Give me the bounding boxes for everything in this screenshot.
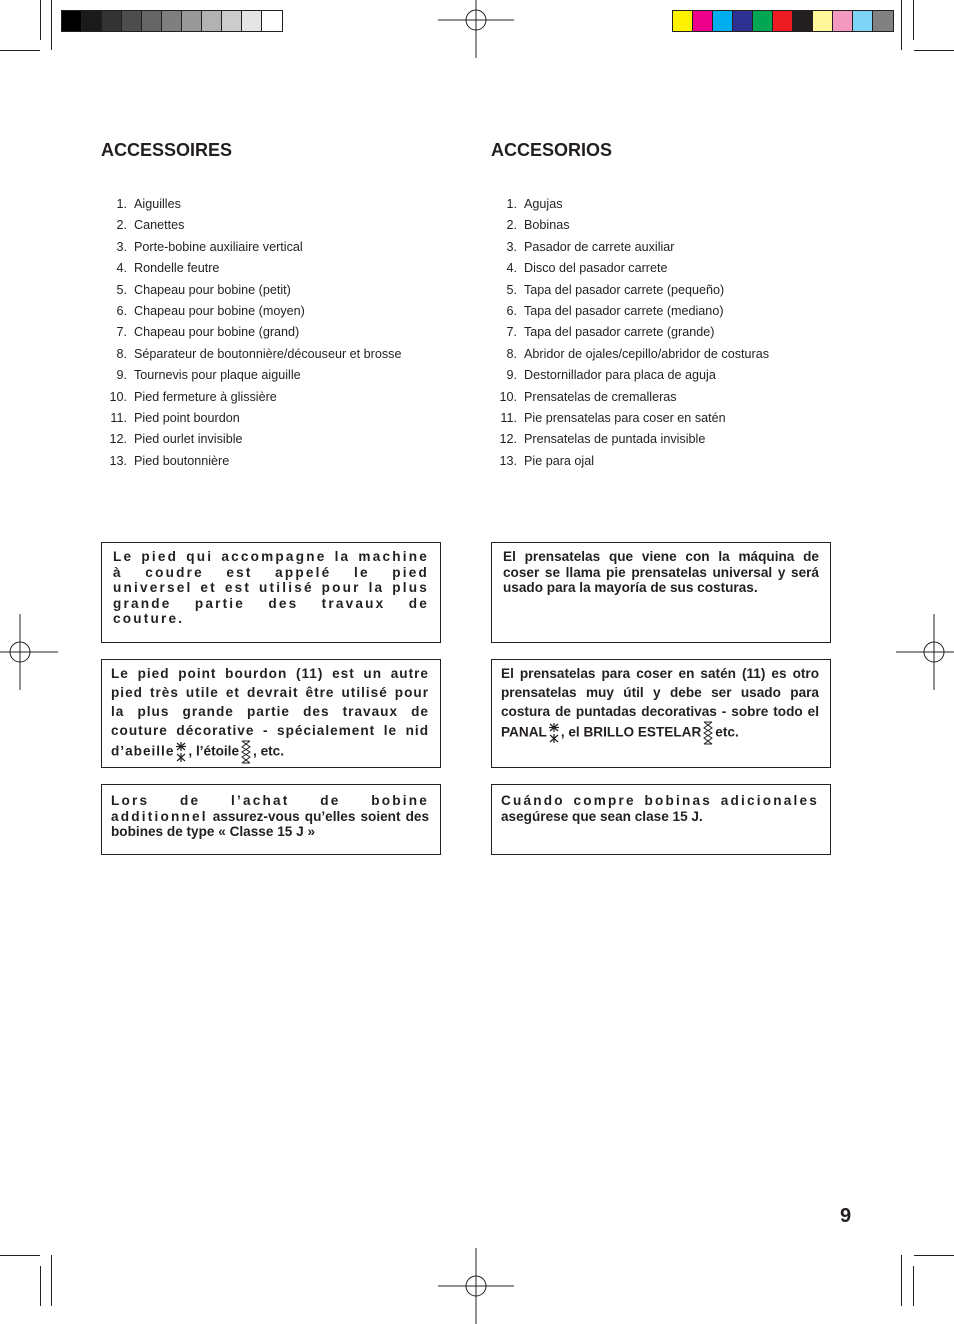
list-item-number: 3. [116,239,127,254]
list-item-number: 9. [506,368,517,383]
list-item [491,215,769,236]
list-item-label: Rondelle feutre [134,261,220,276]
list-item-number: 11. [500,410,517,425]
list-item [491,301,769,322]
list-item [491,194,769,215]
list-item-number: 7. [116,325,127,340]
list-item-label: Pasador de carrete auxiliar [524,239,675,254]
spanish-accessory-list [491,194,769,472]
color-swatch [693,11,713,31]
note-text-part: assurez-vous qu’elles soient des bobines de type « Classe 15 J » [111,808,430,839]
list-item-number: 5. [116,282,127,297]
list-item-label: Pie prensatelas para coser en satén [524,410,726,425]
list-item-number: 1. [506,197,517,211]
color-swatch [873,11,893,31]
list-item [491,258,769,279]
list-item-number: 4. [116,261,127,276]
color-swatch [182,11,202,31]
note-text: Le pied qui accompagne la machine à coudre est appelé le pied universel et est utilisé pour la plus grande partie des travaux de couture. [113,549,429,626]
list-item-number: 7. [506,325,517,340]
color-swatch [242,11,262,31]
star-stitch-icon [703,721,713,745]
list-item-number: 9. [116,368,127,383]
list-item [491,387,769,408]
list-item [101,429,401,450]
list-item-label: Pie para ojal [524,453,595,468]
spanish-heading: ACCESORIOS [491,140,613,160]
note-text-part: , etc. [253,743,285,759]
note-text-part: , l’étoile [188,743,240,759]
list-item-label: Pied point bourdon [134,410,240,425]
list-item-label: Pied boutonnière [134,453,230,468]
list-item-label: Prensatelas de cremalleras [524,389,677,404]
list-item-label: Canettes [134,218,185,233]
list-item [491,429,769,450]
note-text-part: , el BRILLO ESTELAR [560,724,702,740]
spanish-universal-foot-note [491,542,831,643]
list-item [101,322,401,343]
list-item-number: 2. [506,218,517,233]
color-swatch [162,11,182,31]
note-text [111,664,429,764]
list-item-label: Agujas [524,197,563,211]
list-item-label: Aiguilles [134,197,181,211]
list-item-number: 10. [109,389,127,404]
registration-target-icon [896,614,954,690]
list-item-number: 12. [109,432,127,447]
spanish-bobbin-note [491,784,831,855]
list-item-label: Abridor de ojales/cepillo/abridor de costuras [524,346,770,361]
note-text-part: El prensatelas para coser en satén (11) es otro prensatelas muy útil y debe ser usado para costura de puntadas decorativas - sobre todo el PANAL [501,666,819,740]
color-swatch [82,11,102,31]
list-item-label: Pied fermeture à glissière [134,389,277,404]
list-item [491,344,769,365]
list-item-label: Disco del pasador carrete [524,261,668,276]
registration-target-icon [438,1248,514,1324]
list-item-label: Séparateur de boutonnière/découseur et brosse [134,346,402,361]
list-item-label: Bobinas [524,218,570,233]
list-item-label: Tournevis pour plaque aiguille [134,368,301,383]
note-text [501,664,819,745]
list-item-label: Tapa del pasador carrete (mediano) [524,303,724,318]
color-swatch [122,11,142,31]
page-number: 9 [840,1205,852,1227]
note-text-part: Le pied point bourdon (11) est un autre pied très utile et devrait être utilisé pour la plus grande partie des travaux de couture décorative - spécialement le nid d’abeille [111,666,429,759]
registration-target-icon [438,0,514,58]
spanish-satin-foot-note [491,659,831,768]
star-stitch-icon [241,740,251,764]
list-item [101,258,401,279]
list-item-label: Destornillador para placa de aguja [524,368,716,383]
color-swatch [673,11,693,31]
list-item-label: Chapeau pour bobine (grand) [134,325,300,340]
color-swatch [813,11,833,31]
honeycomb-stitch-icon [176,741,186,763]
list-item [101,237,401,258]
list-item [491,280,769,301]
list-item [101,344,401,365]
french-universal-foot-note [101,542,441,643]
color-swatch [773,11,793,31]
list-item-number: 13. [109,453,127,468]
color-swatch [142,11,162,31]
list-item-label: Tapa del pasador carrete (pequeño) [524,282,725,297]
list-item [101,215,401,236]
honeycomb-stitch-icon [549,722,559,744]
process-color-bar [672,10,894,32]
list-item-number: 11. [110,410,127,425]
list-item-label: Chapeau pour bobine (petit) [134,282,291,297]
color-swatch [853,11,873,31]
note-text [111,793,429,840]
list-item-number: 2. [116,218,127,233]
list-item [491,365,769,386]
list-item-label: Porte-bobine auxiliaire vertical [134,239,303,254]
color-swatch [713,11,733,31]
list-item [491,408,769,429]
grayscale-color-bar [61,10,283,32]
list-item-number: 4. [506,261,517,276]
list-item-label: Prensatelas de puntada invisible [524,432,706,447]
list-item [101,301,401,322]
list-item-number: 5. [506,282,517,297]
list-item-number: 8. [116,346,127,361]
list-item-number: 1. [116,197,127,211]
french-accessory-list [101,194,401,472]
color-swatch [102,11,122,31]
list-item-number: 8. [506,346,517,361]
list-item-number: 6. [506,303,517,318]
color-swatch [202,11,222,31]
list-item [101,387,401,408]
french-bobbin-note [101,784,441,855]
list-item [101,365,401,386]
list-item-number: 13. [499,453,517,468]
note-text-part: Cuándo compre bobinas adicionales [501,793,819,808]
french-satin-foot-note [101,659,441,768]
list-item-number: 12. [499,432,517,447]
list-item [101,408,401,429]
list-item-number: 6. [116,303,127,318]
list-item-label: Tapa del pasador carrete (grande) [524,325,715,340]
note-text [501,793,819,824]
registration-target-icon [0,614,58,690]
color-swatch [222,11,242,31]
list-item [491,237,769,258]
list-item [101,280,401,301]
french-heading: ACCESSOIRES [101,140,233,160]
list-item-number: 10. [499,389,517,404]
list-item-number: 3. [506,239,517,254]
color-swatch [793,11,813,31]
list-item-label: Chapeau pour bobine (moyen) [134,303,305,318]
color-swatch [262,11,282,31]
note-text-part: asegúrese que sean clase 15 J. [501,808,703,824]
list-item-label: Pied ourlet invisible [134,432,243,447]
list-item [101,451,401,472]
note-text-part: Lors de l’achat de bobine additionnel [111,793,429,824]
color-swatch [62,11,82,31]
list-item [491,322,769,343]
color-swatch [753,11,773,31]
color-swatch [733,11,753,31]
color-swatch [833,11,853,31]
note-text-part: etc. [715,724,739,740]
list-item [101,194,401,215]
list-item [491,451,769,472]
note-text: El prensatelas que viene con la máquina de coser se llama pie prensatelas universal y será usado para la mayoría de sus costuras. [503,549,819,595]
